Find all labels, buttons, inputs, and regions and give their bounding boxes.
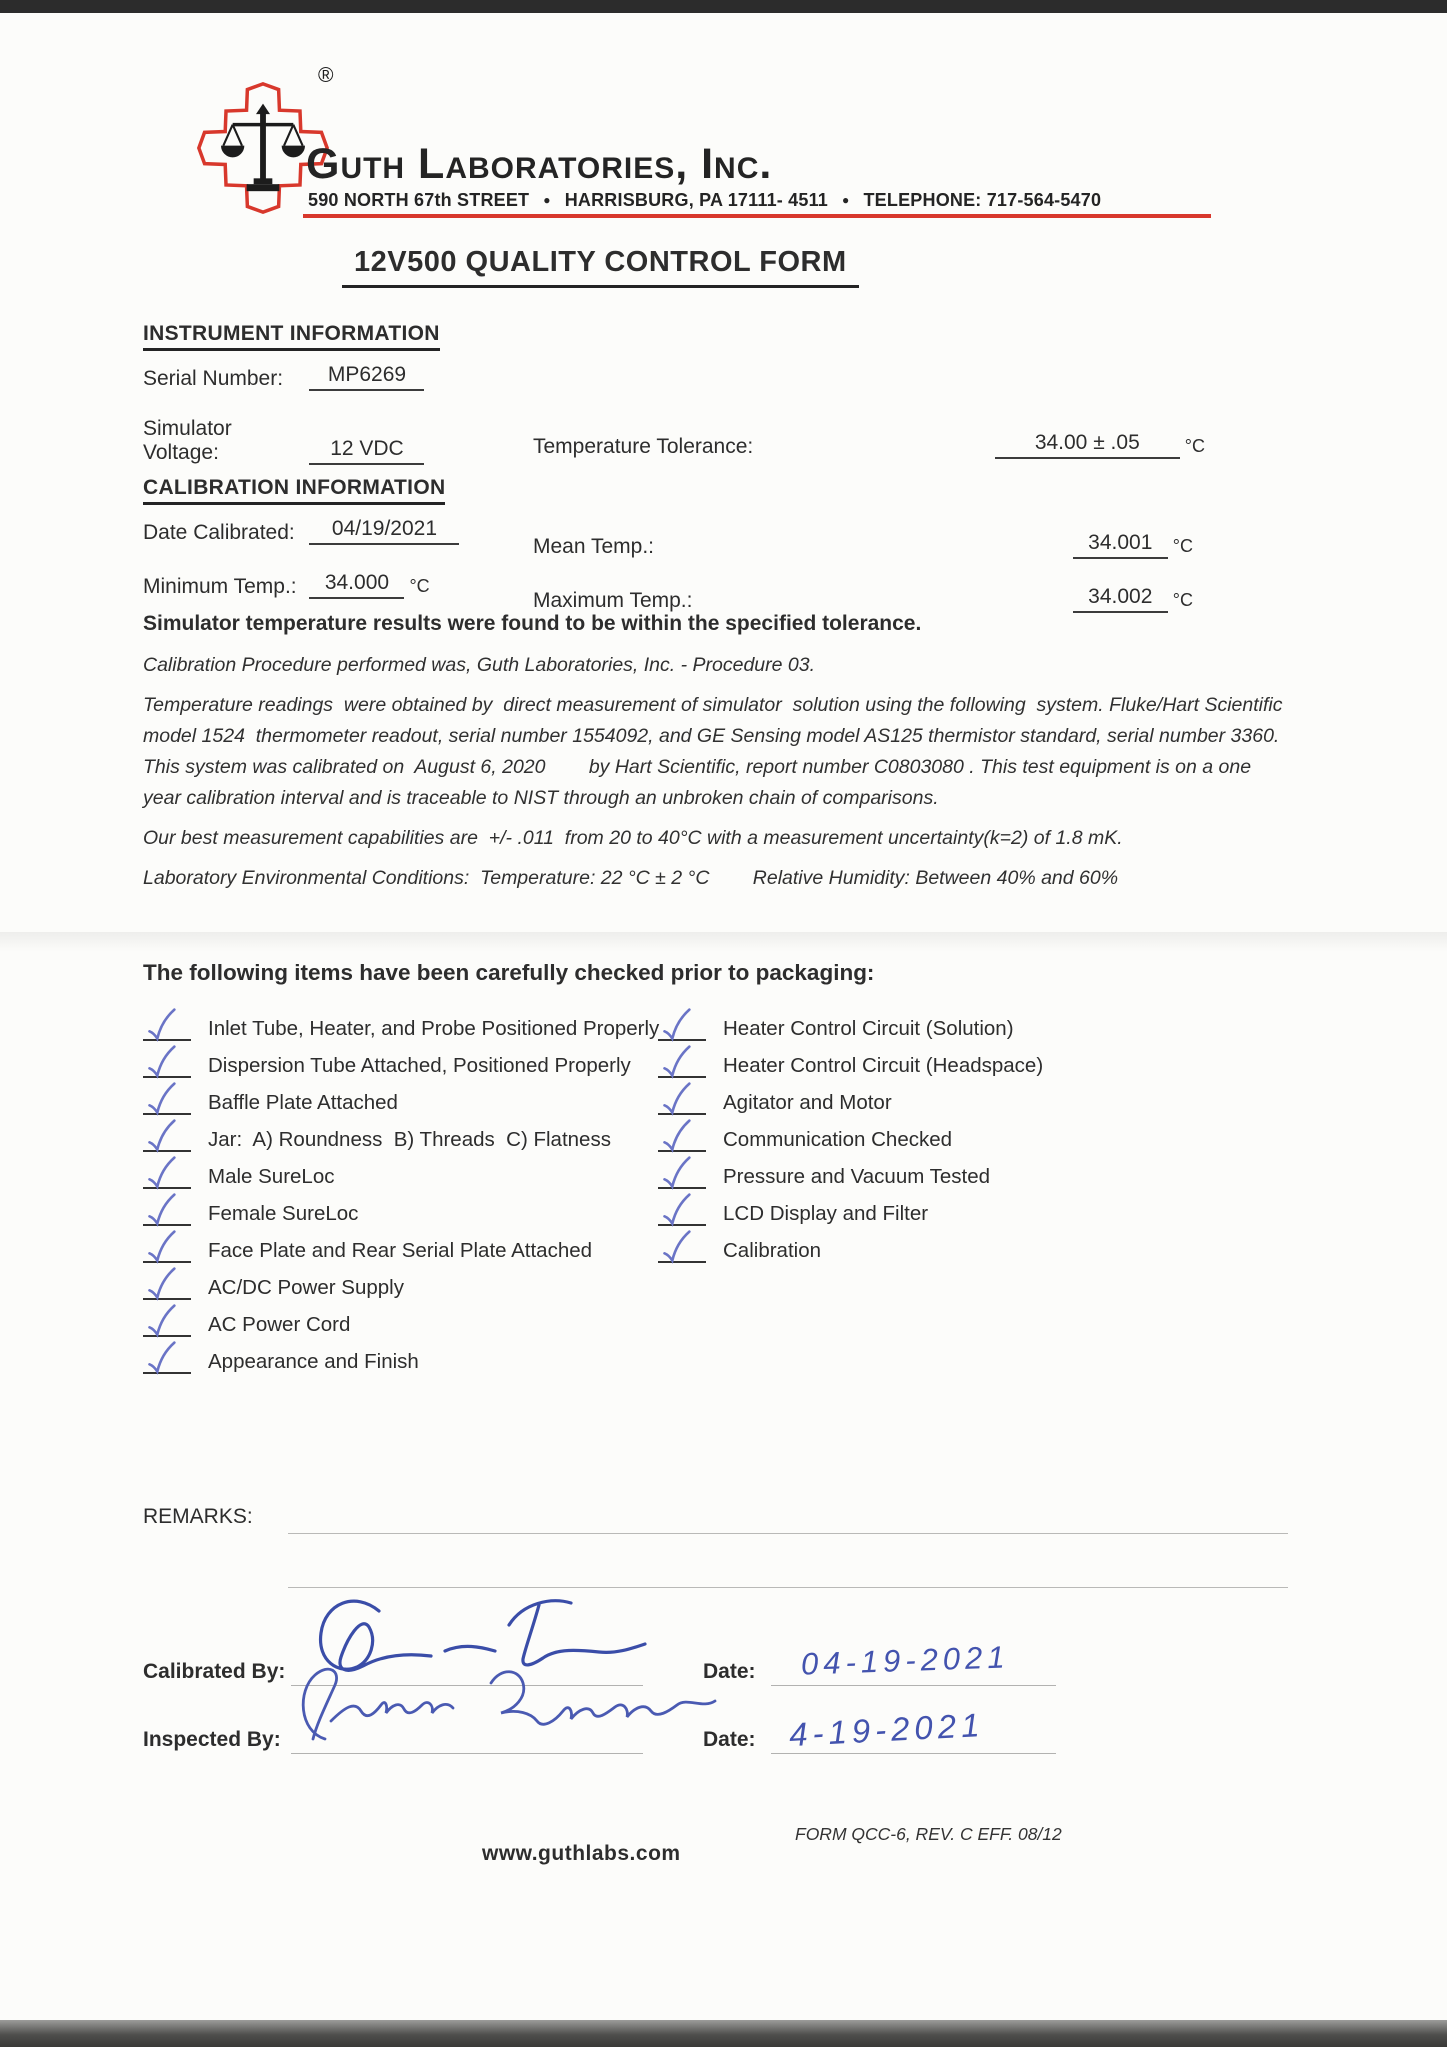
inspected-date-line bbox=[771, 1705, 1056, 1754]
checkbox-blank-line bbox=[658, 1021, 706, 1041]
calibration-section-heading: CALIBRATION INFORMATION bbox=[143, 476, 445, 505]
checklist-item-label: Pressure and Vacuum Tested bbox=[723, 1165, 991, 1188]
serial-number-row bbox=[143, 363, 1293, 405]
calibrated-by-label: Calibrated By: bbox=[143, 1660, 286, 1683]
checkbox-blank-line bbox=[658, 1243, 706, 1263]
footer bbox=[0, 1822, 1447, 1882]
checklist-item bbox=[143, 1314, 658, 1337]
checklist-item-label: Communication Checked bbox=[723, 1128, 953, 1151]
handwritten-checkmark-icon bbox=[143, 1044, 180, 1081]
checklist-item bbox=[658, 1166, 1293, 1189]
min-max-row bbox=[143, 571, 1293, 613]
simulator-voltage-label: Simulator Voltage: bbox=[143, 417, 232, 464]
temperature-tolerance-value: 34.00 ± .05 bbox=[995, 431, 1180, 459]
signoff-section bbox=[143, 1640, 1293, 1776]
temperature-tolerance-unit: °C bbox=[1184, 436, 1205, 456]
handwritten-checkmark-icon bbox=[143, 1118, 180, 1155]
header-red-rule bbox=[303, 214, 1211, 218]
calibration-note-paragraph: Calibration Procedure performed was, Guth Laboratories, Inc. - Procedure 03. bbox=[143, 654, 816, 676]
checklist-item-label: Heater Control Circuit (Headspace) bbox=[723, 1054, 1044, 1077]
handwritten-checkmark-icon bbox=[658, 1192, 695, 1229]
checkbox-blank-line bbox=[143, 1021, 191, 1041]
checklist-heading: The following items have been carefully checked prior to packaging: bbox=[143, 960, 875, 985]
serial-number-label: Serial Number: bbox=[143, 367, 284, 390]
instrument-information-section bbox=[143, 322, 1293, 464]
address-city: HARRISBURG, PA 17111- 4511 bbox=[564, 190, 829, 210]
handwritten-checkmark-icon bbox=[658, 1155, 695, 1192]
checklist-item bbox=[143, 1351, 658, 1374]
checklist-left-column bbox=[143, 1018, 658, 1388]
mean-temp-value: 34.001 bbox=[1073, 531, 1168, 559]
checklist-item bbox=[143, 1166, 658, 1189]
inspected-by-signature bbox=[285, 1663, 755, 1763]
handwritten-checkmark-icon bbox=[658, 1044, 695, 1081]
remarks-blank-line bbox=[288, 1533, 1288, 1534]
calibration-notes-section bbox=[143, 612, 1293, 903]
handwritten-checkmark-icon bbox=[143, 1340, 180, 1377]
checkbox-blank-line bbox=[143, 1169, 191, 1189]
checkbox-blank-line bbox=[143, 1206, 191, 1226]
checklist-item-label: Heater Control Circuit (Solution) bbox=[723, 1017, 1014, 1040]
voltage-tolerance-row bbox=[143, 417, 1293, 464]
checklist-right-column bbox=[658, 1018, 1293, 1388]
serial-number-value: MP6269 bbox=[309, 363, 424, 391]
maximum-temp-value: 34.002 bbox=[1073, 585, 1168, 613]
minimum-temp-value-group bbox=[309, 571, 430, 598]
inspected-date-label: Date: bbox=[703, 1728, 756, 1751]
scan-edge-bottom bbox=[0, 2020, 1447, 2047]
checklist-item bbox=[143, 1277, 658, 1300]
address-phone: TELEPHONE: 717-564-5470 bbox=[863, 190, 1102, 210]
inspected-by-row bbox=[143, 1705, 1293, 1754]
checklist-item-label: Appearance and Finish bbox=[208, 1350, 419, 1373]
bullet-separator: ● bbox=[543, 193, 551, 207]
handwritten-checkmark-icon bbox=[658, 1007, 695, 1044]
checklist-item-label: Inlet Tube, Heater, and Probe Positioned Properly bbox=[208, 1017, 660, 1040]
checkbox-blank-line bbox=[143, 1058, 191, 1078]
checklist-item bbox=[143, 1129, 658, 1152]
handwritten-checkmark-icon bbox=[143, 1192, 180, 1229]
handwritten-checkmark-icon bbox=[143, 1229, 180, 1266]
maximum-temp-value-group bbox=[1073, 585, 1193, 613]
checklist-columns bbox=[143, 1018, 1293, 1388]
checklist-item bbox=[143, 1203, 658, 1226]
checklist-item-label: AC/DC Power Supply bbox=[208, 1276, 404, 1299]
simulator-voltage-value: 12 VDC bbox=[309, 437, 424, 465]
checkbox-blank-line bbox=[658, 1095, 706, 1115]
temperature-tolerance-value-group bbox=[995, 431, 1205, 459]
company-name: Guth Laboratories, Inc. bbox=[306, 140, 773, 188]
calibration-information-section bbox=[143, 476, 1293, 613]
temperature-tolerance-label: Temperature Tolerance: bbox=[533, 435, 754, 458]
checklist-item-label: Male SureLoc bbox=[208, 1165, 335, 1188]
packaging-checklist-section bbox=[143, 960, 1293, 1388]
mean-temp-unit: °C bbox=[1172, 536, 1193, 556]
date-calibrated-label: Date Calibrated: bbox=[143, 521, 295, 544]
tolerance-result-statement: Simulator temperature results were found to be within the specified tolerance. bbox=[143, 612, 922, 635]
checklist-item bbox=[658, 1055, 1293, 1078]
checklist-item bbox=[658, 1203, 1293, 1226]
handwritten-checkmark-icon bbox=[143, 1303, 180, 1340]
inspected-date-handwritten: 4-19-2021 bbox=[788, 1705, 986, 1754]
checklist-item-label: Agitator and Motor bbox=[723, 1091, 892, 1114]
checkbox-blank-line bbox=[143, 1095, 191, 1115]
calibrated-date-line bbox=[771, 1639, 1056, 1686]
checklist-item-label: Calibration bbox=[723, 1239, 821, 1262]
checklist-item bbox=[658, 1018, 1293, 1041]
handwritten-checkmark-icon bbox=[143, 1155, 180, 1192]
mean-temp-value-group bbox=[1073, 531, 1193, 559]
checklist-item bbox=[658, 1129, 1293, 1152]
form-number-text: FORM QCC-6, REV. C EFF. 08/12 bbox=[795, 1824, 1062, 1844]
handwritten-checkmark-icon bbox=[143, 1007, 180, 1044]
checklist-item-label: Jar: A) Roundness B) Threads C) Flatness bbox=[208, 1128, 611, 1151]
scan-edge-top bbox=[0, 0, 1447, 13]
checkbox-blank-line bbox=[143, 1280, 191, 1300]
checkbox-blank-line bbox=[658, 1169, 706, 1189]
scan-wrinkle bbox=[0, 932, 1447, 952]
checklist-item-label: Face Plate and Rear Serial Plate Attached bbox=[208, 1239, 593, 1262]
calibration-note-paragraph: Temperature readings were obtained by direct measurement of simulator solution using the following system. Fluke/Hart Scientific model 1524 thermometer readout, serial number 1554092, and GE Sensing model AS125 thermistor standard, serial number 3360. This system was calibrated on August 6, 2020 by Hart Scientific, report number C0803080 . This test equipment is on a one year calibration interval and is traceable to NIST through an unbroken chain of comparisons. bbox=[143, 694, 1288, 809]
checkbox-blank-line bbox=[143, 1354, 191, 1374]
mean-temp-label: Mean Temp.: bbox=[533, 535, 655, 558]
inspected-by-signature-line bbox=[291, 1753, 643, 1754]
checkbox-blank-line bbox=[143, 1317, 191, 1337]
checklist-item bbox=[143, 1240, 658, 1263]
date-mean-row bbox=[143, 517, 1293, 559]
instrument-section-heading: INSTRUMENT INFORMATION bbox=[143, 322, 440, 351]
checklist-item-label: LCD Display and Filter bbox=[723, 1202, 929, 1225]
checklist-item bbox=[143, 1018, 658, 1041]
handwritten-checkmark-icon bbox=[143, 1266, 180, 1303]
handwritten-checkmark-icon bbox=[658, 1229, 695, 1266]
maximum-temp-label: Maximum Temp.: bbox=[533, 589, 693, 612]
checklist-item-label: Dispersion Tube Attached, Positioned Properly bbox=[208, 1054, 631, 1077]
website-text: www.guthlabs.com bbox=[482, 1842, 681, 1865]
checkbox-blank-line bbox=[658, 1058, 706, 1078]
checklist-item-label: Female SureLoc bbox=[208, 1202, 359, 1225]
minimum-temp-unit: °C bbox=[409, 576, 430, 596]
checklist-item-label: AC Power Cord bbox=[208, 1313, 351, 1336]
checkbox-blank-line bbox=[143, 1132, 191, 1152]
company-address-line bbox=[308, 190, 1101, 211]
maximum-temp-unit: °C bbox=[1172, 590, 1193, 610]
calibrated-date-handwritten: 04-19-2021 bbox=[800, 1639, 1011, 1682]
remarks-label: REMARKS: bbox=[143, 1505, 253, 1528]
checkbox-blank-line bbox=[658, 1206, 706, 1226]
address-street: 590 NORTH 67th STREET bbox=[308, 190, 530, 210]
remarks-blank-line bbox=[288, 1587, 1288, 1588]
date-calibrated-value: 04/19/2021 bbox=[309, 517, 459, 545]
calibration-note-paragraph: Laboratory Environmental Conditions: Temperature: 22 °C ± 2 °C Relative Humidity: Between 40% and 60% bbox=[143, 867, 1119, 889]
checkbox-blank-line bbox=[143, 1243, 191, 1263]
checklist-item bbox=[143, 1092, 658, 1115]
calibrated-date-label: Date: bbox=[703, 1660, 756, 1683]
checklist-item bbox=[658, 1092, 1293, 1115]
calibration-note-paragraph: Our best measurement capabilities are +/- .011 from 20 to 40°C with a measurement uncertainty(k=2) of 1.8 mK. bbox=[143, 827, 1123, 849]
checklist-item bbox=[658, 1240, 1293, 1263]
inspected-by-label: Inspected By: bbox=[143, 1728, 281, 1751]
handwritten-checkmark-icon bbox=[658, 1118, 695, 1155]
calibration-notes bbox=[143, 650, 1293, 894]
bullet-separator: ● bbox=[842, 193, 850, 207]
minimum-temp-value: 34.000 bbox=[309, 571, 404, 599]
form-title: 12V500 QUALITY CONTROL FORM bbox=[342, 246, 859, 288]
handwritten-checkmark-icon bbox=[658, 1081, 695, 1118]
registered-trademark-icon: ® bbox=[318, 64, 334, 87]
checkbox-blank-line bbox=[658, 1132, 706, 1152]
handwritten-checkmark-icon bbox=[143, 1081, 180, 1118]
checklist-item-label: Baffle Plate Attached bbox=[208, 1091, 398, 1114]
minimum-temp-label: Minimum Temp.: bbox=[143, 575, 297, 598]
checklist-item bbox=[143, 1055, 658, 1078]
